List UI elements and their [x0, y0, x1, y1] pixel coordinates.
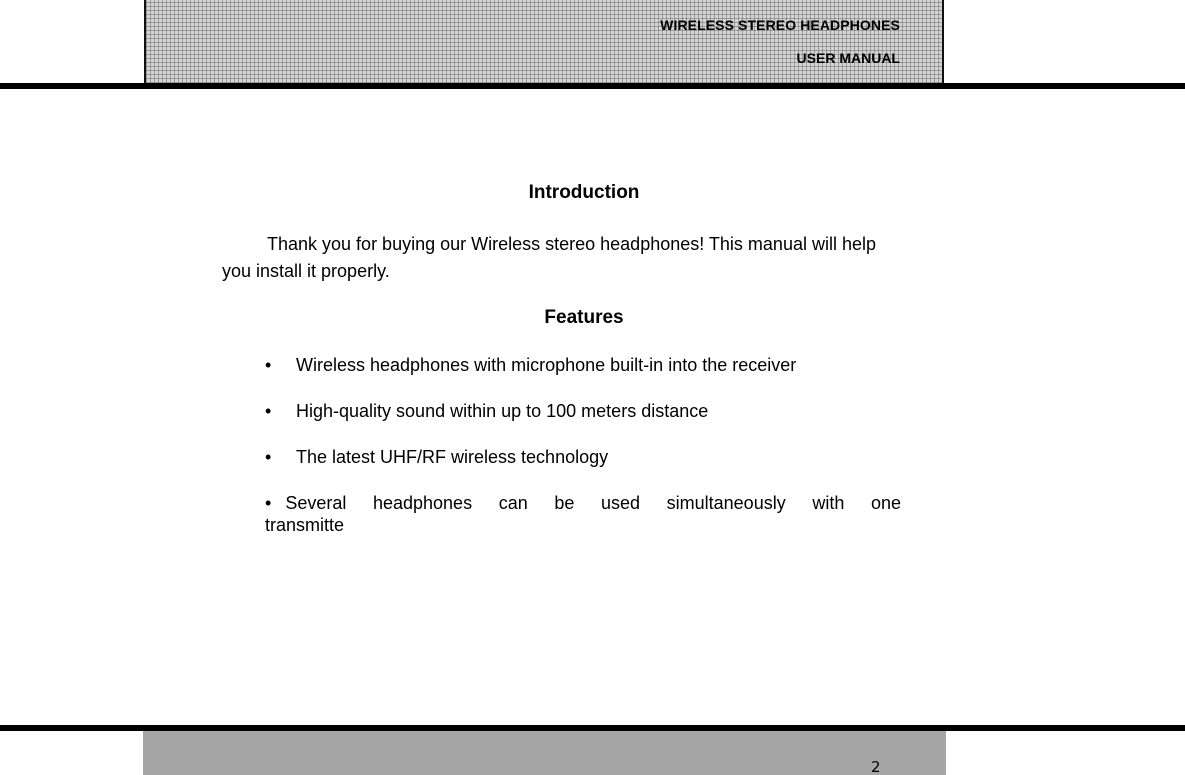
header-divider [0, 83, 1185, 89]
header-subtitle: USER MANUAL [796, 50, 900, 66]
bullet-icon: • [265, 447, 272, 467]
feature-text-line2: transmitte [265, 515, 345, 535]
feature-item [265, 446, 901, 468]
bullet-icon: • [265, 401, 272, 421]
feature-item [265, 354, 901, 376]
features-list [265, 354, 901, 560]
page-number: 2 [871, 758, 881, 775]
header-title: WIRELESS STEREO HEADPHONES [660, 17, 900, 33]
introduction-paragraph: Thank you for buying our Wireless stereo headphones! This manual will help you install it properly. [222, 234, 876, 281]
bullet-icon: • [265, 355, 272, 375]
feature-text: The latest UHF/RF wireless technology [296, 447, 609, 467]
footer-banner [143, 731, 946, 775]
header-banner [144, 0, 944, 83]
feature-item [265, 400, 901, 422]
feature-item [265, 492, 901, 536]
features-heading: Features [544, 307, 624, 328]
feature-text-line1: • Several headphones can be used simultaneously with one [265, 493, 901, 513]
introduction-heading: Introduction [528, 182, 640, 203]
feature-text: High-quality sound within up to 100 meters distance [296, 401, 709, 421]
bullet-icon: • [265, 493, 272, 513]
feature-text: Wireless headphones with microphone built-in into the receiver [296, 355, 797, 375]
